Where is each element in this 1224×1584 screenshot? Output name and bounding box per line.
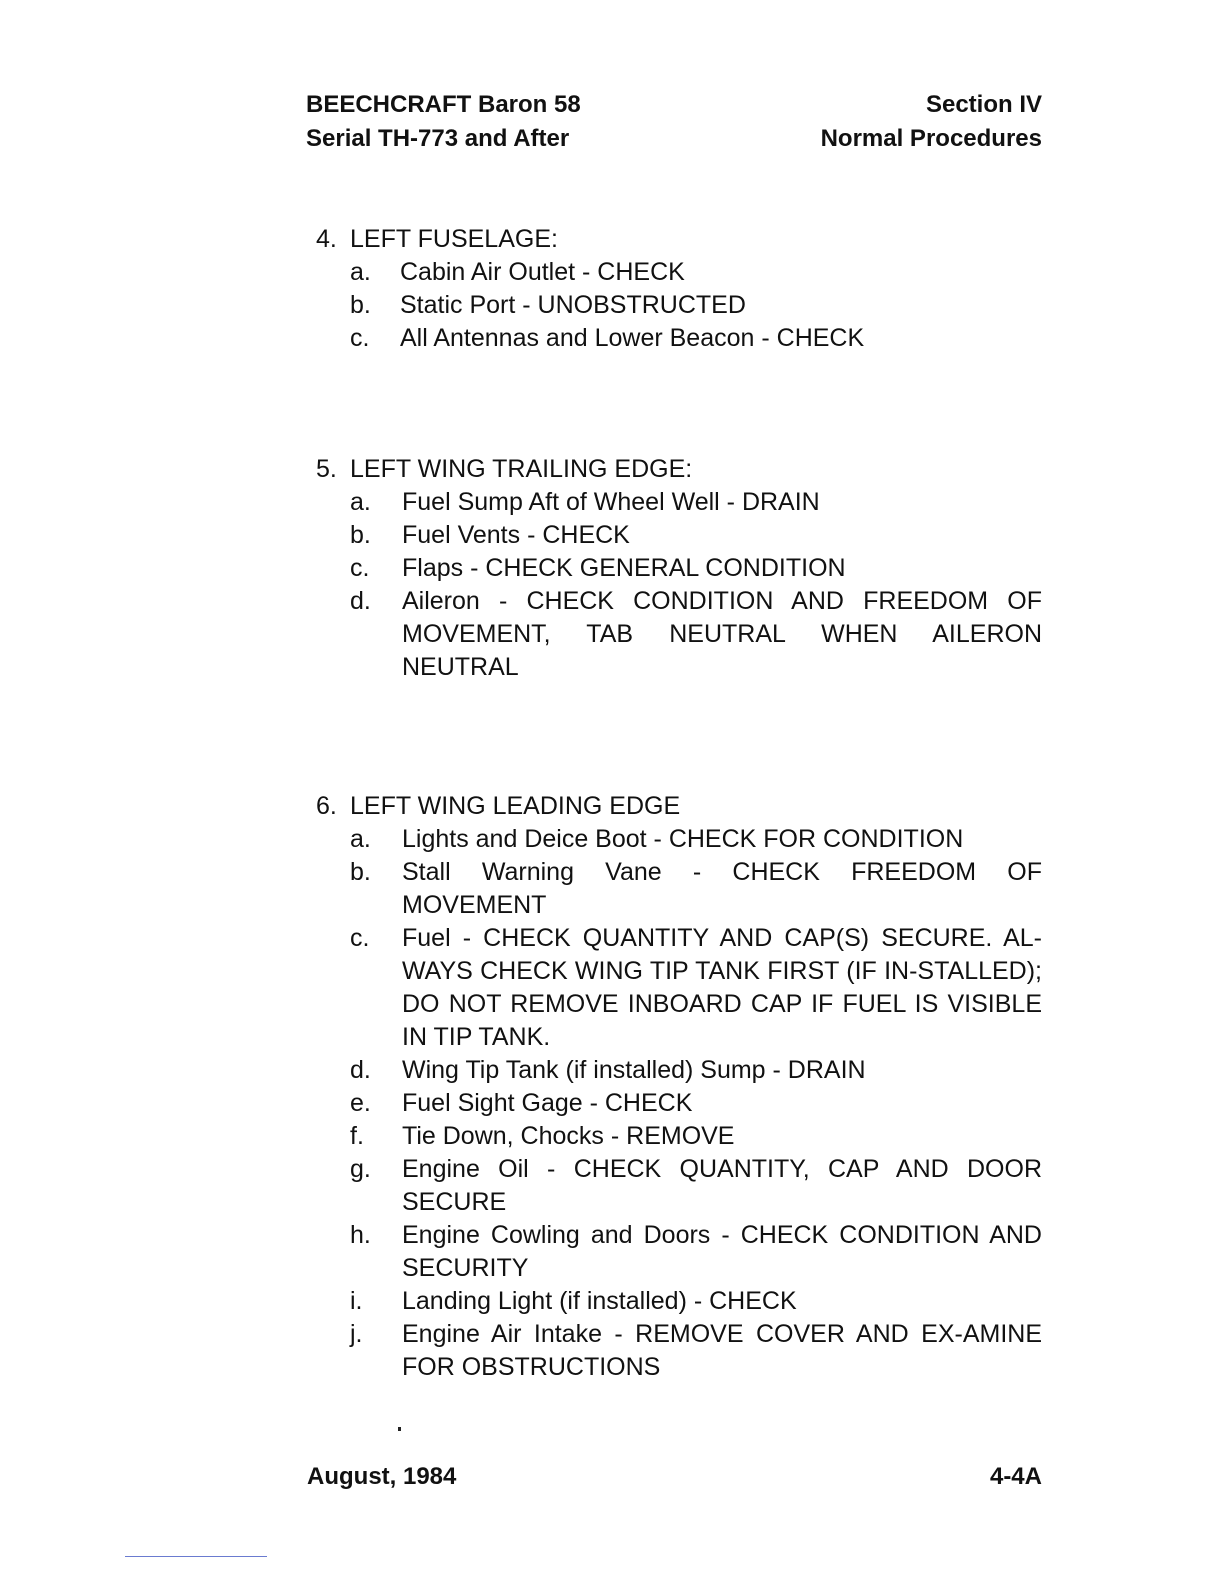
footer-date: August, 1984 xyxy=(307,1463,457,1490)
item-text: Aileron - CHECK CONDITION AND FREEDOM OF MOVEMENT, TAB NEUTRAL WHEN AILERON NEUTRAL xyxy=(402,587,1042,681)
item-letter: a. xyxy=(350,488,371,516)
item-letter: j. xyxy=(350,1320,363,1348)
section-label: Section IV xyxy=(925,91,1042,118)
item-letter: g. xyxy=(350,1155,371,1183)
checklist-item xyxy=(316,1054,1042,1087)
item-letter: b. xyxy=(350,858,371,886)
section-number: 5. xyxy=(316,455,337,483)
footer-page-number: 4-4A xyxy=(989,1463,1042,1490)
checklist-item xyxy=(316,1285,1042,1318)
item-text: Tie Down, Chocks - REMOVE xyxy=(402,1122,735,1150)
item-text: Fuel Sump Aft of Wheel Well - DRAIN xyxy=(402,488,820,516)
header-left xyxy=(306,88,581,156)
item-text: Lights and Deice Boot - CHECK FOR CONDITION xyxy=(402,825,964,853)
item-letter: a. xyxy=(350,258,371,286)
item-text: Flaps - CHECK GENERAL CONDITION xyxy=(402,554,846,582)
section-title: LEFT FUSELAGE: xyxy=(350,225,558,253)
item-text: Fuel Vents - CHECK xyxy=(402,521,630,549)
checklist-item xyxy=(316,1219,1042,1285)
checklist-section xyxy=(316,223,1042,355)
item-text: Static Port - UNOBSTRUCTED xyxy=(400,291,746,319)
checklist-item xyxy=(316,922,1042,1054)
item-letter: b. xyxy=(350,291,371,319)
section-number: 6. xyxy=(316,792,337,820)
item-text: Fuel - CHECK QUANTITY AND CAP(S) SECURE. AL-WAYS CHECK WING TIP TANK FIRST (IF IN-STALLED); DO NOT REMOVE INBOARD CAP IF FUEL IS VISIBLE IN TIP TANK. xyxy=(402,924,1042,1051)
checklist-section xyxy=(316,790,1042,1384)
item-text: All Antennas and Lower Beacon - CHECK xyxy=(400,324,865,352)
checklist-item xyxy=(316,552,1042,585)
section-heading xyxy=(316,790,1042,823)
item-letter: c. xyxy=(350,924,370,952)
checklist-item xyxy=(316,823,1042,856)
item-letter: d. xyxy=(350,1056,371,1084)
scan-artifact xyxy=(398,1427,401,1431)
item-text: Fuel Sight Gage - CHECK xyxy=(402,1089,693,1117)
header-right xyxy=(821,88,1042,156)
item-letter: a. xyxy=(350,825,371,853)
checklist-section xyxy=(316,453,1042,684)
section-title: LEFT WING LEADING EDGE xyxy=(350,792,681,820)
section-heading xyxy=(316,223,1042,256)
item-text: Engine Oil - CHECK QUANTITY, CAP AND DOOR SECURE xyxy=(402,1155,1042,1216)
serial-range: Serial TH-773 and After xyxy=(306,125,570,152)
item-letter: h. xyxy=(350,1221,371,1249)
checklist-item xyxy=(316,256,1042,289)
item-text: Engine Air Intake - REMOVE COVER AND EX-AMINE FOR OBSTRUCTIONS xyxy=(402,1320,1042,1381)
scan-edge-line xyxy=(125,1556,267,1557)
item-letter: b. xyxy=(350,521,371,549)
item-letter: c. xyxy=(350,554,370,582)
section-name: Normal Procedures xyxy=(820,125,1042,152)
item-text: Landing Light (if installed) - CHECK xyxy=(402,1287,797,1315)
item-letter: f. xyxy=(350,1122,364,1150)
checklist-item xyxy=(316,486,1042,519)
checklist-item xyxy=(316,585,1042,684)
checklist-item xyxy=(316,1120,1042,1153)
item-text: Wing Tip Tank (if installed) Sump - DRAIN xyxy=(402,1056,866,1084)
checklist-item xyxy=(316,856,1042,922)
checklist-item xyxy=(316,519,1042,552)
item-letter: e. xyxy=(350,1089,371,1117)
checklist-item xyxy=(316,1318,1042,1384)
section-heading xyxy=(316,453,1042,486)
item-text: Stall Warning Vane - CHECK FREEDOM OF MOVEMENT xyxy=(402,858,1042,919)
checklist-item xyxy=(316,289,1042,322)
aircraft-model: BEECHCRAFT Baron 58 xyxy=(306,91,581,118)
checklist-item xyxy=(316,1087,1042,1120)
item-text: Cabin Air Outlet - CHECK xyxy=(400,258,685,286)
item-text: Engine Cowling and Doors - CHECK CONDITION AND SECURITY xyxy=(402,1221,1042,1282)
item-letter: i. xyxy=(350,1287,363,1315)
checklist-item xyxy=(316,322,1042,355)
section-number: 4. xyxy=(316,225,337,253)
section-title: LEFT WING TRAILING EDGE: xyxy=(350,455,693,483)
item-letter: d. xyxy=(350,587,371,615)
item-letter: c. xyxy=(350,324,370,352)
checklist-item xyxy=(316,1153,1042,1219)
